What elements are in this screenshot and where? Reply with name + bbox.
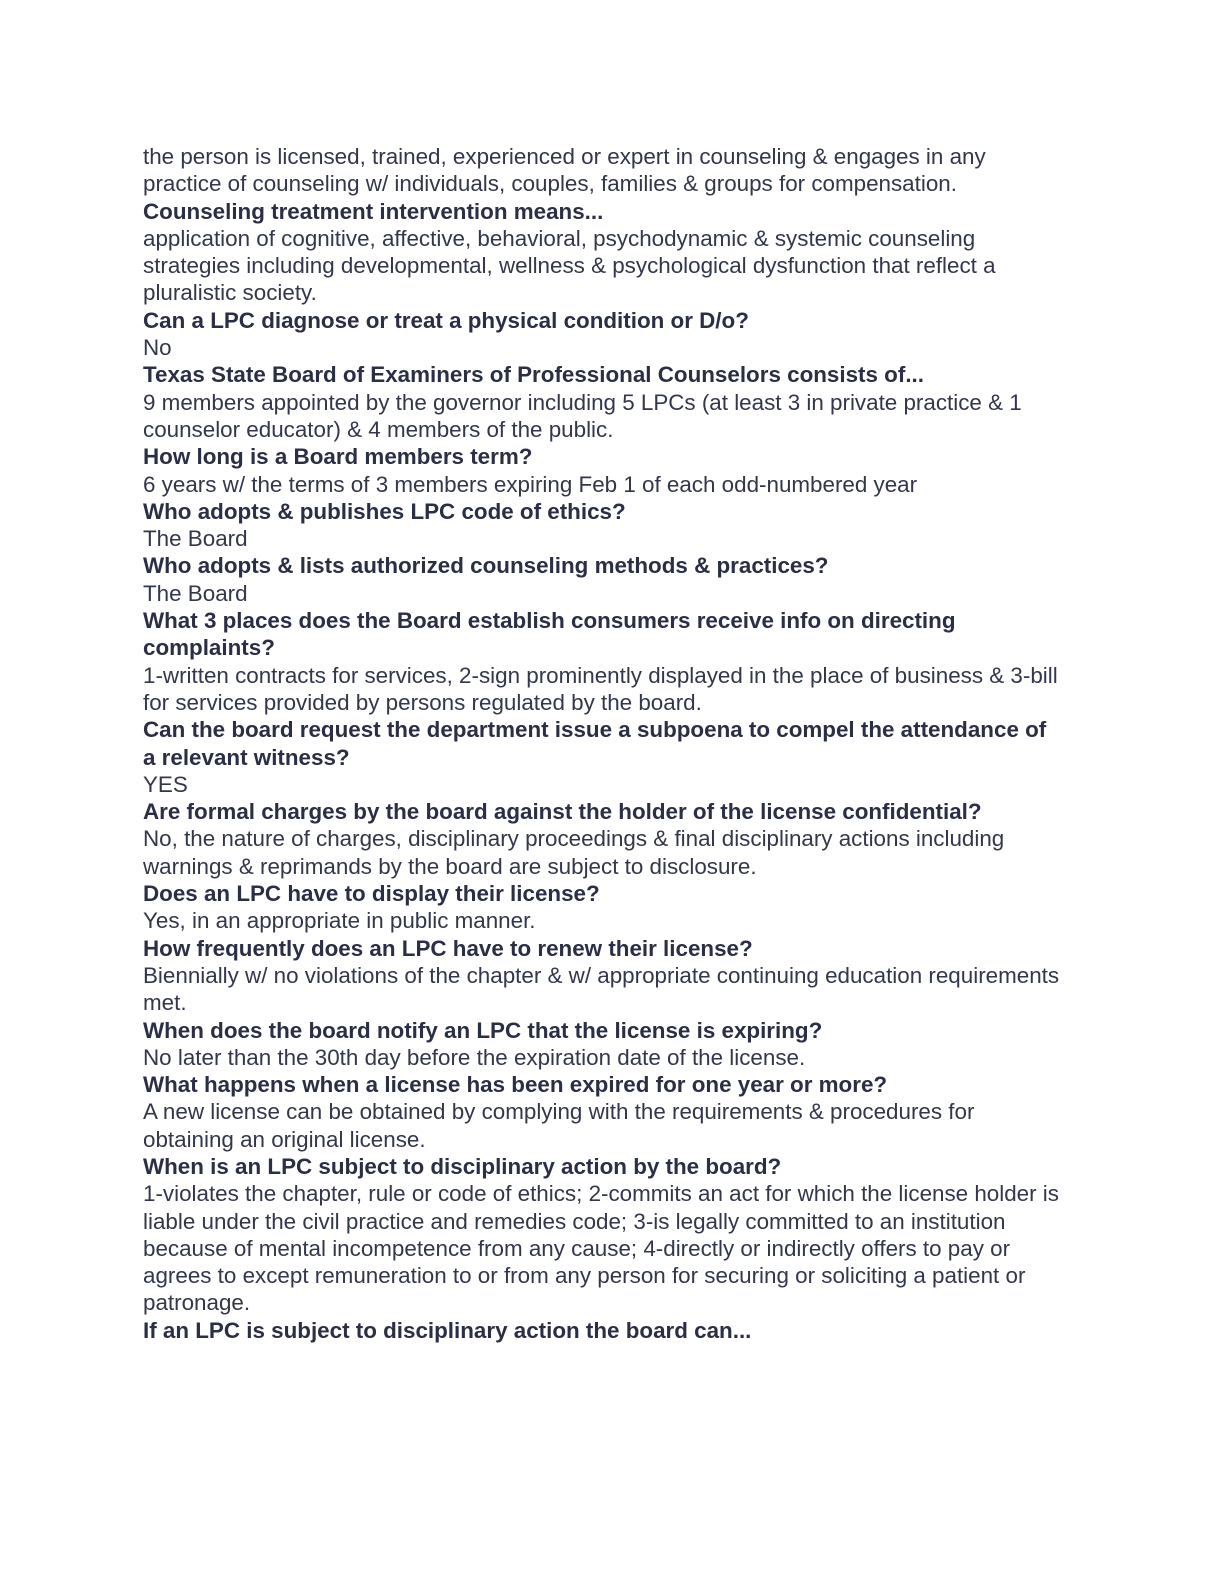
answer-text: The Board <box>143 526 248 552</box>
question-heading: When does the board notify an LPC that the license is expiring? <box>143 1017 823 1043</box>
question-heading: What happens when a license has been expired for one year or more? <box>143 1072 888 1098</box>
question-heading: Can the board request the department issue a subpoena to compel the attendance of a relevant witness? <box>143 717 1047 770</box>
answer-text: No later than the 30th day before the expiration date of the license. <box>143 1044 806 1070</box>
answer-text: 6 years w/ the terms of 3 members expiring Feb 1 of each odd-numbered year <box>143 471 918 497</box>
question-heading: Are formal charges by the board against the holder of the license confidential? <box>143 799 982 825</box>
answer-text: the person is licensed, trained, experienced or expert in counseling & engages in any practice of counseling w/ individuals, couples, families & groups for compensation. <box>143 144 986 197</box>
document-page <box>143 143 1063 1344</box>
question-heading: If an LPC is subject to disciplinary action the board can... <box>143 1317 752 1343</box>
question-heading: When is an LPC subject to disciplinary action by the board? <box>143 1153 782 1179</box>
question-heading: Can a LPC diagnose or treat a physical condition or D/o? <box>143 307 749 333</box>
answer-text: YES <box>143 771 188 797</box>
question-heading: How frequently does an LPC have to renew their license? <box>143 935 753 961</box>
answer-text: Yes, in an appropriate in public manner. <box>143 908 536 934</box>
answer-text: 1-violates the chapter, rule or code of ethics; 2-commits an act for which the license holder is liable under the civil practice and remedies code; 3-is legally committed to an institution because of mental incompetence from any cause; 4-directly or indirectly offers to pay or agrees to except remuneration to or from any person for securing or soliciting a patient or patronage. <box>143 1181 1059 1316</box>
answer-text: Biennially w/ no violations of the chapter & w/ appropriate continuing education requirements met. <box>143 962 1060 1016</box>
answer-text: A new license can be obtained by complying with the requirements & procedures for obtaining an original license. <box>143 1099 975 1152</box>
question-heading: Texas State Board of Examiners of Professional Counselors consists of... <box>143 362 924 388</box>
question-heading: What 3 places does the Board establish consumers receive info on directing complaints? <box>143 608 956 661</box>
answer-text: The Board <box>143 580 248 606</box>
question-heading: Counseling treatment intervention means... <box>143 198 604 224</box>
question-heading: Who adopts & lists authorized counseling methods & practices? <box>143 553 829 579</box>
answer-text: application of cognitive, affective, behavioral, psychodynamic & systemic counseling strategies including developmental, wellness & psychological dysfunction that reflect a pluralistic society. <box>143 225 996 306</box>
answer-text: 9 members appointed by the governor including 5 LPCs (at least 3 in private practice & 1 counselor educator) & 4 members of the public. <box>143 389 1022 442</box>
answer-text: No, the nature of charges, disciplinary proceedings & final disciplinary actions including warnings & reprimands by the board are subject to disclosure. <box>143 826 1005 879</box>
question-heading: Does an LPC have to display their license? <box>143 881 600 907</box>
answer-text: 1-written contracts for services, 2-sign prominently displayed in the place of business & 3-bill for services provided by persons regulated by the board. <box>143 662 1058 715</box>
answer-text: No <box>143 335 172 361</box>
question-heading: How long is a Board members term? <box>143 444 533 470</box>
question-heading: Who adopts & publishes LPC code of ethics? <box>143 498 626 524</box>
